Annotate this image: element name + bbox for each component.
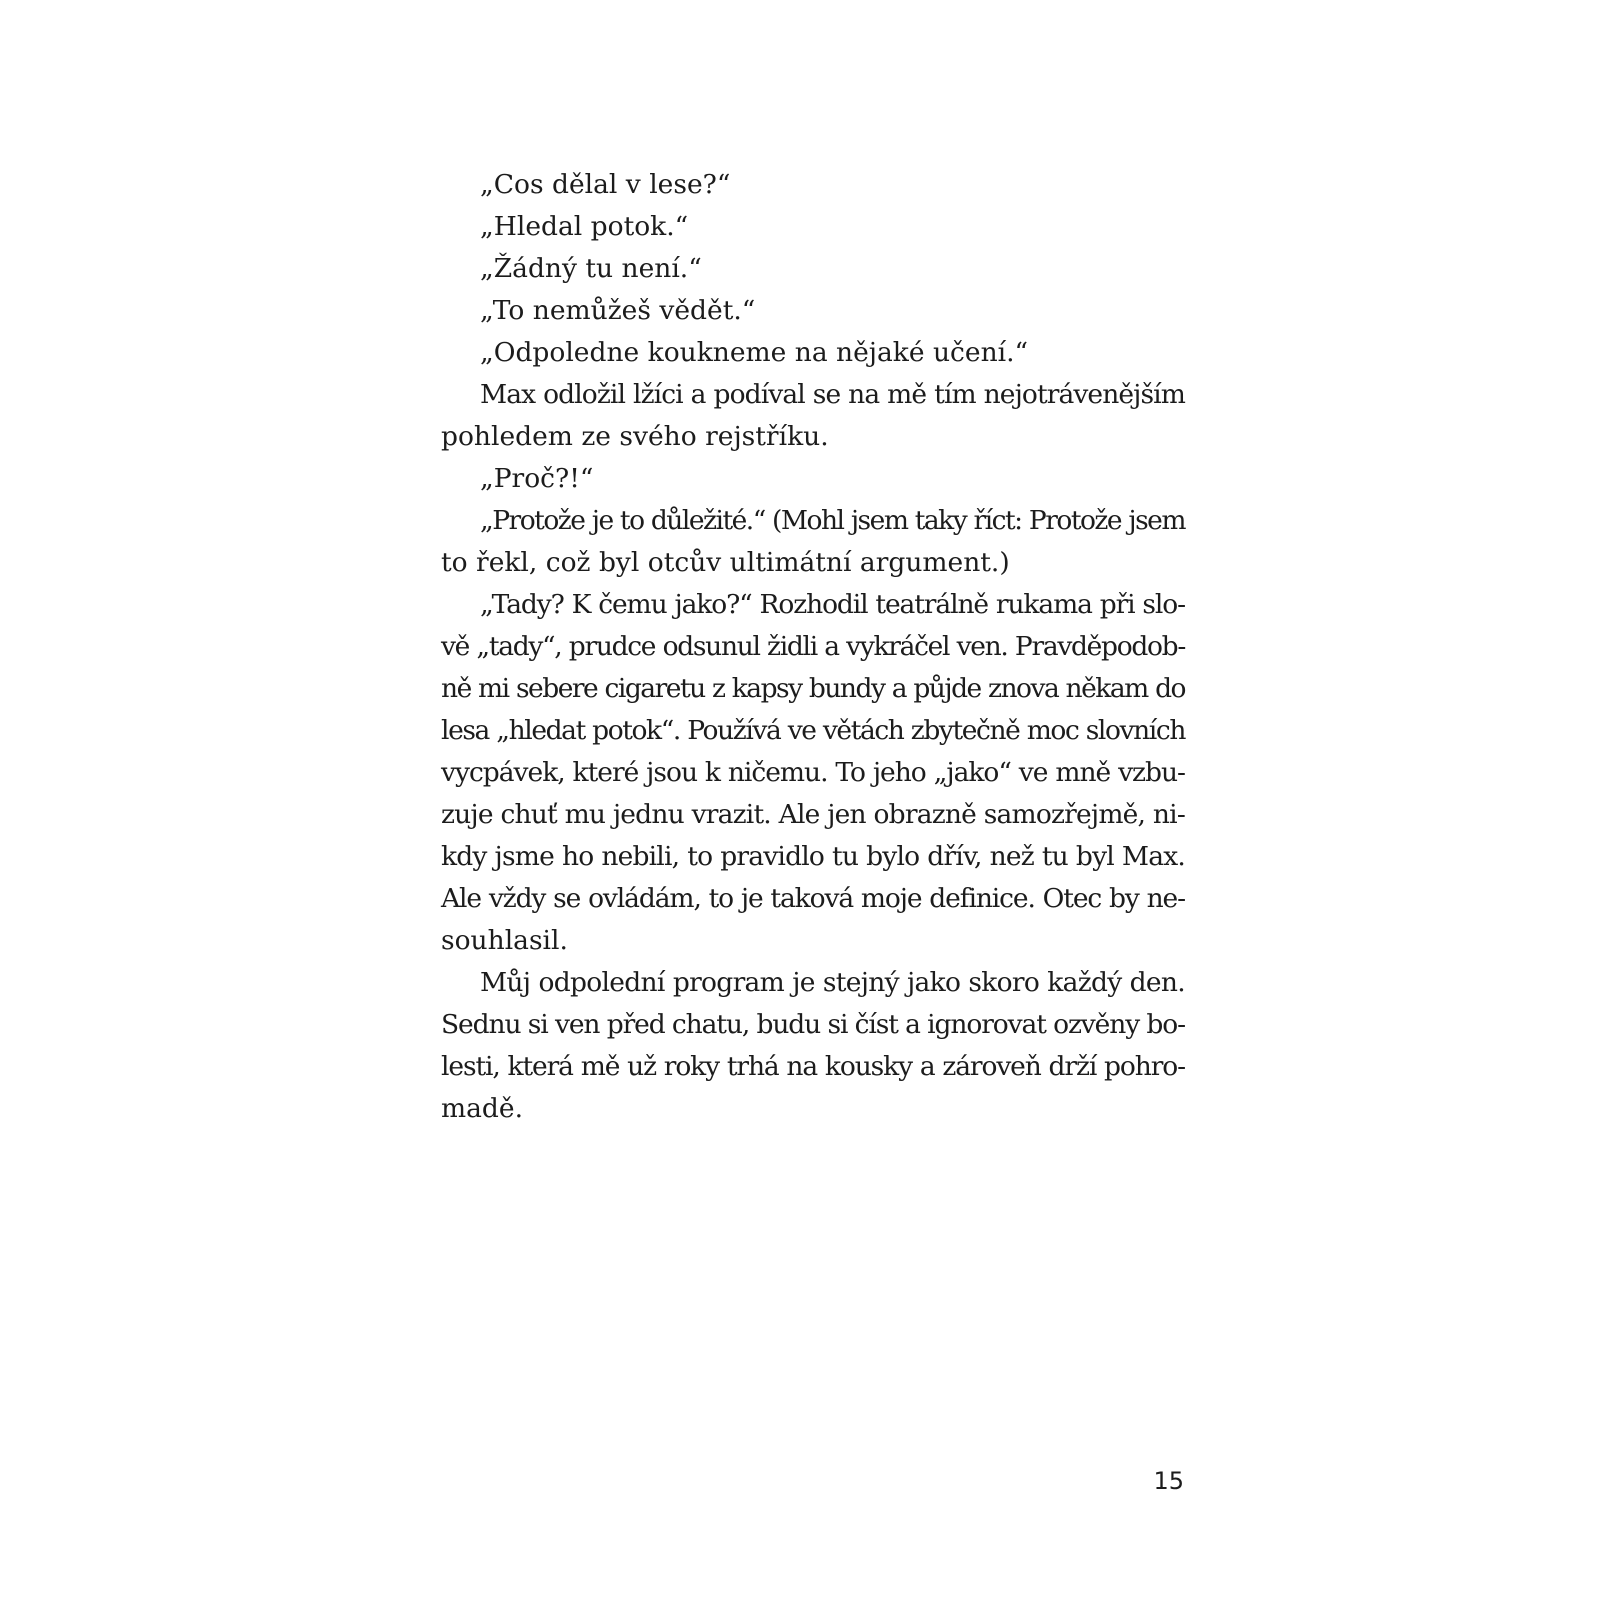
text-line: „Žádný tu není.“ bbox=[480, 253, 702, 284]
text-line: „Cos dělal v lese?“ bbox=[480, 169, 731, 200]
text-line: Max odložil lžíci a podíval se na mě tím nejotrávenějším bbox=[480, 379, 1185, 410]
text-line: zuje chuť mu jednu vrazit. Ale jen obrazně samozřejmě, ni- bbox=[441, 799, 1185, 830]
text-line: vě „tady“, prudce odsunul židli a vykráčel ven. Pravděpodob- bbox=[441, 631, 1185, 662]
text-line: Můj odpolední program je stejný jako skoro každý den. bbox=[480, 967, 1185, 998]
text-line: lesa „hledat potok“. Používá ve větách zbytečně moc slovních bbox=[441, 715, 1185, 746]
text-line: vycpávek, které jsou k ničemu. To jeho „jako“ ve mně vzbu- bbox=[441, 757, 1185, 788]
text-line: „Protože je to důležité.“ (Mohl jsem taky říct: Protože jsem bbox=[480, 505, 1185, 536]
text-line: to řekl, což byl otcův ultimátní argument.) bbox=[441, 547, 1010, 578]
text-line: „Proč?!“ bbox=[480, 463, 594, 494]
text-line: lesti, která mě už roky trhá na kousky a zároveň drží pohro- bbox=[441, 1051, 1185, 1082]
text-line: madě. bbox=[441, 1093, 523, 1124]
body-text bbox=[441, 164, 1185, 1130]
text-line: ně mi sebere cigaretu z kapsy bundy a půjde znova někam do bbox=[441, 673, 1185, 704]
text-line: Ale vždy se ovládám, to je taková moje definice. Otec by ne- bbox=[441, 883, 1185, 914]
text-line: „Hledal potok.“ bbox=[480, 211, 689, 242]
page-number: 15 bbox=[1153, 1467, 1184, 1495]
text-line: „Tady? K čemu jako?“ Rozhodil teatrálně rukama při slo- bbox=[480, 589, 1185, 620]
text-line: souhlasil. bbox=[441, 925, 568, 956]
text-line: pohledem ze svého rejstříku. bbox=[441, 421, 829, 452]
text-line: „To nemůžeš vědět.“ bbox=[480, 295, 756, 326]
text-line: Sednu si ven před chatu, budu si číst a ignorovat ozvěny bo- bbox=[441, 1009, 1185, 1040]
text-line: „Odpoledne koukneme na nějaké učení.“ bbox=[480, 337, 1029, 368]
text-line: kdy jsme ho nebili, to pravidlo tu bylo dřív, než tu byl Max. bbox=[441, 841, 1185, 872]
